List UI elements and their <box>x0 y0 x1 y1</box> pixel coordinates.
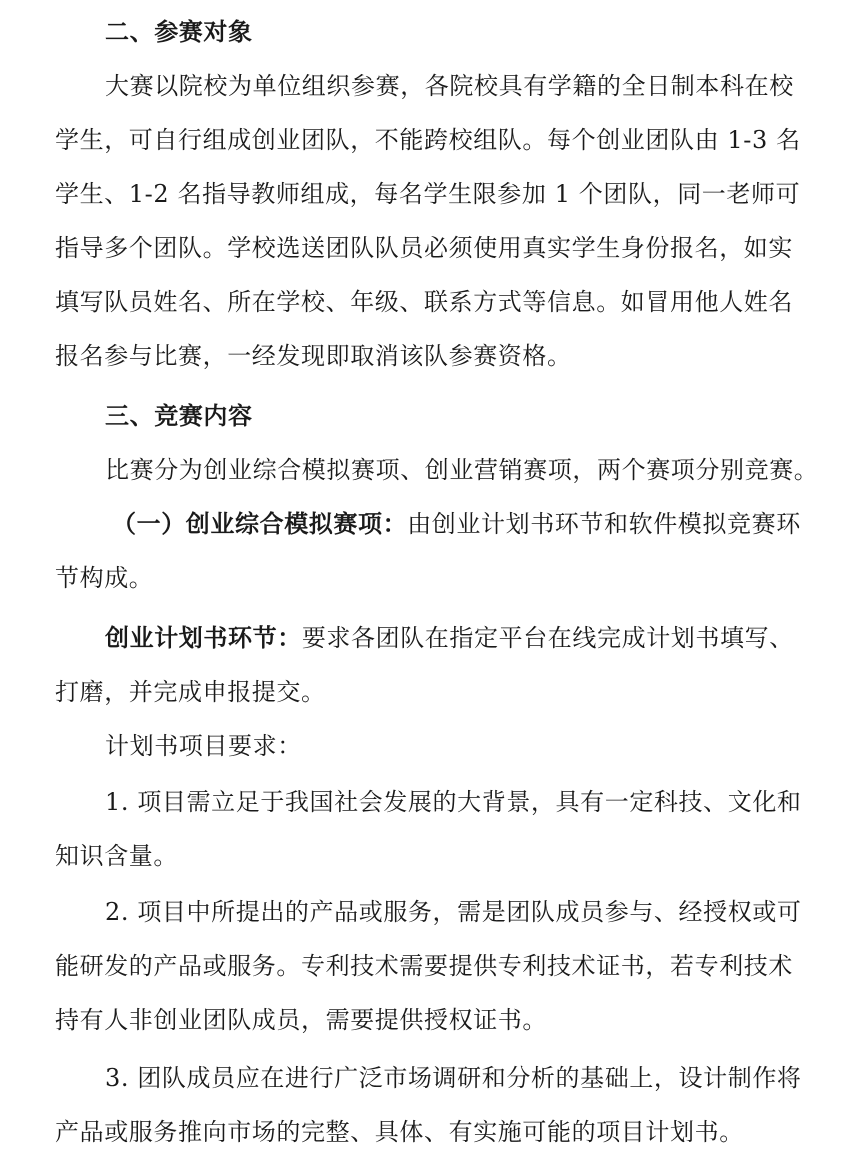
paragraph-line: 报名参与比赛，一经发现即取消该队参赛资格。 <box>55 342 572 370</box>
paragraph-line: 填写队员姓名、所在学校、年级、联系方式等信息。如冒用他人姓名 <box>55 288 793 316</box>
paragraph-line: 产品或服务推向市场的完整、具体、有实施可能的项目计划书。 <box>55 1118 744 1146</box>
subsection-title: （一）创业综合模拟赛项： <box>112 510 408 538</box>
section-heading-participants: 二、参赛对象 <box>105 18 253 46</box>
requirements-title: 计划书项目要求： <box>105 732 302 760</box>
paragraph-line: 节构成。 <box>55 564 154 592</box>
paragraph-line: 知识含量。 <box>55 842 178 870</box>
requirement-item: 2. 项目中所提出的产品或服务，需是团队成员参与、经授权或可 <box>105 898 802 926</box>
paragraph-line: 持有人非创业团队成员，需要提供授权证书。 <box>55 1006 547 1034</box>
subsection-text: 由创业计划书环节和软件模拟竞赛环 <box>407 510 801 538</box>
paragraph-line: 学生，可自行组成创业团队，不能跨校组队。每个创业团队由 1-3 名 <box>55 126 801 154</box>
plan-title: 创业计划书环节： <box>105 624 302 652</box>
plan-text: 要求各团队在指定平台在线完成计划书填写、 <box>301 624 794 652</box>
section-heading-content: 三、竞赛内容 <box>105 402 253 430</box>
paragraph-line: 学生、1-2 名指导教师组成，每名学生限参加 1 个团队，同一老师可 <box>55 180 801 208</box>
paragraph-line: 比赛分为创业综合模拟赛项、创业营销赛项，两个赛项分别竞赛。 <box>105 456 819 484</box>
paragraph-line: 指导多个团队。学校选送团队队员必须使用真实学生身份报名，如实 <box>55 234 793 262</box>
paragraph-line: 大赛以院校为单位组织参赛，各院校具有学籍的全日制本科在校 <box>105 72 794 100</box>
subsection-line <box>0 507 848 541</box>
requirement-item: 1. 项目需立足于我国社会发展的大背景，具有一定科技、文化和 <box>105 788 802 816</box>
paragraph-line: 能研发的产品或服务。专利技术需要提供专利技术证书，若专利技术 <box>55 952 793 980</box>
paragraph-line: 打磨，并完成申报提交。 <box>55 678 326 706</box>
requirement-item: 3. 团队成员应在进行广泛市场调研和分析的基础上，设计制作将 <box>105 1064 802 1092</box>
plan-line <box>0 621 848 655</box>
